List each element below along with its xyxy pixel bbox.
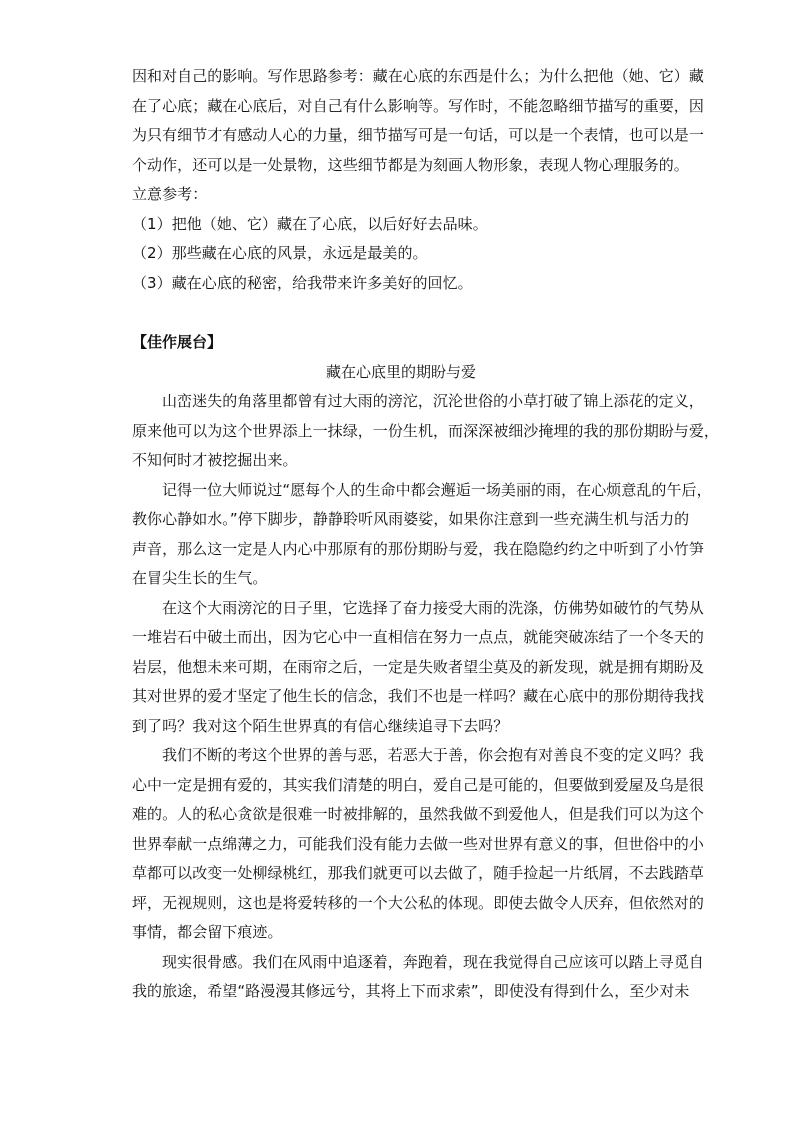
paragraph-line: 现实很骨感。我们在风雨中追逐着，奔跑着，现在我觉得自己应该可以踏上寻觅自 — [162, 952, 704, 971]
paragraph-line: 岩层，他想未来可期，在雨帘之后，一定是失败者望尘莫及的新发现，就是拥有期盼及 — [132, 657, 704, 676]
paragraph-line: 事情，都会留下痕迹。 — [132, 923, 283, 941]
ideas-block — [132, 180, 662, 298]
paragraph-line: 声音，那么这一定是人内心中那原有的那份期盼与爱，我在隐隐约约之中听到了小竹笋 — [132, 539, 704, 558]
paragraph-line: 难的。人的私心贪欲是很难一时被排解的，虽然我做不到爱他人，但是我们可以为这个 — [132, 805, 704, 823]
idea-item: （3）藏在心底的秘密，给我带来许多美好的回忆。 — [132, 273, 473, 292]
essay-paragraph — [132, 476, 712, 594]
paragraph-line: 教你心静如水。”停下脚步，静静聆听风雨婆娑，如果你注意到一些充满生机与活力的 — [132, 510, 690, 528]
paragraph-line: 心中一定是拥有爱的，其实我们清楚的明白，爱自己是可能的，但要做到爱屋及乌是很 — [132, 775, 704, 794]
paragraph-line: 世界奉献一点绵薄之力，可能我们没有能力去做一些对世界有意义的事，但世俗中的小 — [132, 834, 704, 853]
paragraph-line: 山峦迷失的角落里都曾有过大雨的滂沱，沉沦世俗的小草打破了锦上添花的定义， — [162, 392, 704, 410]
essay-paragraph — [132, 741, 704, 948]
showcase-block — [132, 328, 719, 1007]
paragraph-line: 一堆岩石中破土而出，因为它心中一直相信在努力一点点，就能突破冻结了一个冬天的 — [132, 628, 704, 646]
paragraph-line: 我的旅途，希望“路漫漫其修远兮，其将上下而求索”，即使没有得到什么，至少对未 — [132, 982, 690, 1000]
essay-paragraph — [132, 948, 704, 1007]
intro-line: 因和对自己的影响。写作思路参考：藏在心底的东西是什么；为什么把他（她、它）藏 — [132, 67, 704, 85]
paragraph-line: 不知何时才被挖掘出来。 — [132, 451, 298, 469]
essay-paragraph — [132, 387, 719, 476]
intro-line: 个动作，还可以是一处景物，这些细节都是为刻画人物形象，表现人物心理服务的。 — [132, 155, 689, 174]
paragraph-line: 草都可以改变一处柳绿桃红，那我们就更可以去做了，随手捡起一片纸屑，不去践踏草 — [132, 864, 704, 882]
essay-paragraph — [132, 594, 704, 742]
paragraph-line: 我们不断的考这个世界的善与恶，若恶大于善，你会抱有对善良不变的定义吗？我 — [162, 746, 704, 764]
paragraph-line: 记得一位大师说过“愿每个人的生命中都会邂逅一场美丽的雨，在心烦意乱的午后， — [162, 480, 712, 499]
intro-line: 为只有细节才有感动人心的力量，细节描写可是一句话，可以是一个表情，也可以是一 — [132, 126, 704, 144]
section-gap — [132, 298, 662, 328]
document-page — [132, 62, 719, 1007]
paragraph-line: 其对世界的爱才坚定了他生长的信念，我们不也是一样吗？藏在心底中的那份期待我找 — [132, 687, 704, 705]
showcase-heading: 【佳作展台】 — [132, 333, 223, 351]
paragraph-line: 在冒尖生长的生气。 — [132, 569, 268, 587]
paragraph-line: 在这个大雨滂沱的日子里，它选择了奋力接受大雨的洗涤，仿佛势如破竹的气势从 — [162, 598, 704, 617]
paragraph-line: 坪，无视规则，这也是将爱转移的一个大公私的体现。即使去做令人厌弃，但依然对的 — [132, 893, 704, 912]
ideas-heading: 立意参考： — [132, 185, 208, 203]
idea-item: （1）把他（她、它）藏在了心底，以后好好去品味。 — [132, 214, 488, 233]
intro-block — [132, 62, 704, 180]
paragraph-line: 到了吗？我对这个陌生世界真的有信心继续追寻下去吗？ — [132, 716, 509, 735]
paragraph-line: 原来他可以为这个世界添上一抹绿，一份生机，而深深被细沙掩埋的我的那份期盼与爱， — [132, 421, 719, 440]
idea-item: （2）那些藏在心底的风景，永远是最美的。 — [132, 244, 428, 262]
essay-title: 藏在心底里的期盼与爱 — [325, 362, 476, 381]
intro-line: 在了心底；藏在心底后，对自己有什么影响等。写作时，不能忽略细节描写的重要，因 — [132, 96, 704, 115]
